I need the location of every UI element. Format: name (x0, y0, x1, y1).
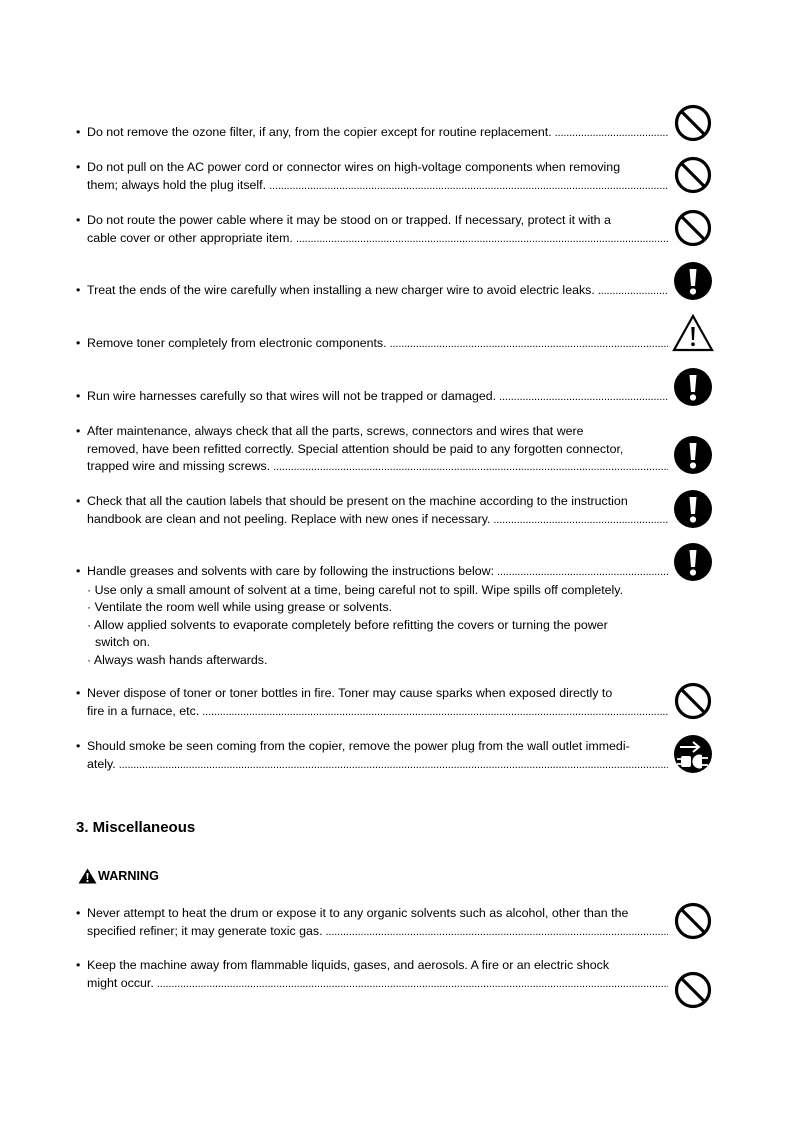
prohibition-icon (672, 102, 714, 144)
safety-item (76, 159, 668, 195)
safety-item (76, 493, 668, 529)
sub-item: · Always wash hands afterwards. (87, 652, 268, 667)
safety-item (76, 388, 668, 407)
item-text: • After maintenance, always check that all the parts, screws, connectors and wires that were (76, 423, 668, 441)
item-text: ately. (87, 756, 116, 771)
unplug-icon (672, 733, 714, 775)
prohibition-icon (672, 969, 714, 1011)
item-text: specified refiner; it may generate toxic gas. (87, 923, 323, 938)
safety-item (76, 685, 668, 721)
mandatory-action-icon (672, 366, 714, 408)
item-text: • Should smoke be seen coming from the copier, remove the power plug from the wall outlet immedi- (76, 738, 668, 756)
mandatory-action-icon (672, 488, 714, 530)
safety-item (76, 212, 668, 248)
mandatory-action-icon (672, 434, 714, 476)
prohibition-icon (672, 154, 714, 196)
item-text: cable cover or other appropriate item. (87, 230, 293, 245)
safety-item (76, 282, 668, 301)
item-text: • Keep the machine away from flammable liquids, gases, and aerosols. A fire or an electric shock (76, 957, 668, 975)
item-text: • Run wire harnesses carefully so that wires will not be trapped or damaged. (87, 389, 497, 403)
item-text: • Do not pull on the AC power cord or connector wires on high-voltage components when removing (76, 159, 668, 177)
warning-heading (78, 868, 159, 884)
item-text: fire in a furnace, etc. (87, 703, 200, 718)
caution-triangle-icon (672, 312, 714, 354)
item-text: trapped wire and missing screws. (87, 459, 271, 474)
mandatory-action-icon (672, 260, 714, 302)
prohibition-icon (672, 680, 714, 722)
safety-item (76, 563, 668, 670)
prohibition-icon (672, 900, 714, 942)
item-text: • Treat the ends of the wire carefully when installing a new charger wire to avoid electric leaks. (87, 283, 595, 297)
section-title: 3. Miscellaneous (76, 819, 196, 836)
sub-item: · Ventilate the room well while using grease or solvents. (87, 600, 393, 615)
warning-label: WARNING (98, 869, 159, 883)
prohibition-icon (672, 207, 714, 249)
safety-item (76, 738, 668, 774)
item-text: • Handle greases and solvents with care by following the instructions below: (87, 564, 495, 578)
warning-triangle-icon (78, 868, 97, 884)
safety-item (76, 335, 668, 354)
item-text: might occur. (87, 975, 154, 990)
safety-item (76, 124, 668, 143)
mandatory-action-icon (672, 541, 714, 583)
safety-item (76, 957, 668, 993)
sub-item: · Allow applied solvents to evaporate completely before refitting the covers or turning the power (87, 617, 608, 632)
sub-item: switch on. (95, 635, 151, 650)
item-text: them; always hold the plug itself. (87, 177, 267, 192)
item-text: • Do not remove the ozone filter, if any, from the copier except for routine replacement. (87, 125, 552, 139)
safety-item (76, 905, 668, 941)
item-text: • Check that all the caution labels that should be present on the machine according to the instruction (76, 493, 668, 511)
sub-instructions (76, 582, 668, 670)
item-text: handbook are clean and not peeling. Replace with new ones if necessary. (87, 511, 491, 526)
item-text: • Do not route the power cable where it may be stood on or trapped. If necessary, protect it with a (76, 212, 668, 230)
item-text: • Never attempt to heat the drum or expose it to any organic solvents such as alcohol, other than the (76, 905, 668, 923)
item-text: • Remove toner completely from electronic components. (87, 336, 387, 350)
item-text: removed, have been refitted correctly. Special attention should be paid to any forgotten connector, (87, 441, 624, 456)
item-text: • Never dispose of toner or toner bottles in fire. Toner may cause sparks when exposed directly to (76, 685, 668, 703)
sub-item: · Use only a small amount of solvent at a time, being careful not to spill. Wipe spills off completely. (87, 582, 624, 597)
safety-item (76, 423, 668, 477)
